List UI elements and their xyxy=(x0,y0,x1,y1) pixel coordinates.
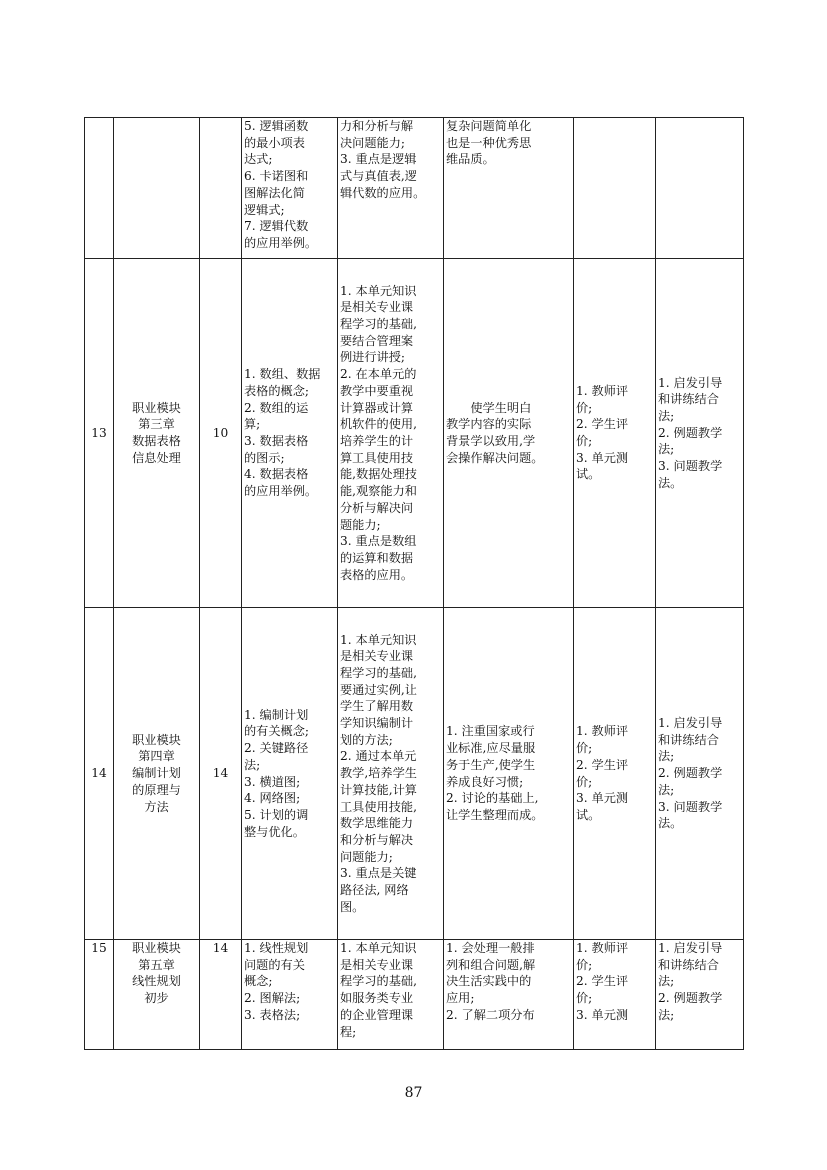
goals-cell xyxy=(444,940,574,1050)
hours-cell: 14 xyxy=(200,608,242,940)
cell-text-line: 概念; xyxy=(244,974,273,989)
cell-text-line: 线性规划 xyxy=(132,974,181,989)
cell-text-line: 3. 数据表格 xyxy=(244,434,309,448)
cell-text-line: 3. 问题教学 xyxy=(658,799,723,814)
cell-text-line: 是相关专业课 xyxy=(340,300,414,315)
cell-text-line: 列和组合问题,解 xyxy=(446,957,536,972)
cell-text-line: 的运算和数据 xyxy=(340,550,414,565)
cell-text-line: 2. 例题教学 xyxy=(658,991,723,1006)
assessment-cell xyxy=(574,608,656,940)
cell-text-line: 的应用举例。 xyxy=(244,235,318,250)
cell-text-line: 问题能力; xyxy=(340,849,393,864)
cell-text-line: 3. 问题教学 xyxy=(658,459,723,474)
cell-text-line: 法; xyxy=(244,757,261,772)
cell-text-line: 2. 讨论的基础上, xyxy=(446,791,539,806)
cell-text-line: 决问题能力; xyxy=(340,135,406,150)
cell-text-line: 程; xyxy=(340,1024,357,1039)
row-number-cell: 13 xyxy=(85,259,114,608)
cell-text-line: 是相关专业课 xyxy=(340,649,414,664)
cell-text-line: 4. 数据表格 xyxy=(244,467,309,482)
goals-cell xyxy=(444,118,574,259)
methods-cell xyxy=(656,118,744,259)
cell-text-line: 价; xyxy=(576,991,593,1006)
cell-text-line: 路径法, 网络 xyxy=(340,883,409,898)
cell-text-line: 4. 网络图; xyxy=(244,791,301,806)
cell-text-line: 题能力; xyxy=(340,517,381,532)
cell-text-line: 2. 在本单元的 xyxy=(340,367,417,382)
cell-text-line: 法; xyxy=(658,408,675,423)
cell-text-line: 1. 注重国家或行 xyxy=(446,724,535,739)
methods-cell xyxy=(656,259,744,608)
cell-text-line: 1. 启发引导 xyxy=(658,716,723,731)
cell-text-line: 法; xyxy=(658,749,675,764)
cell-text-line: 1. 教师评 xyxy=(576,724,629,739)
cell-text-line: 的企业管理课 xyxy=(340,1007,414,1022)
cell-text-line: 2. 学生评 xyxy=(576,757,629,772)
cell-text-line: 复杂问题简单化 xyxy=(446,119,532,133)
cell-text-line: 法; xyxy=(658,442,675,457)
cell-text-line: 让学生整理而成。 xyxy=(446,807,544,822)
cell-text-line: 法。 xyxy=(658,816,683,831)
cell-text-line: 第五章 xyxy=(138,957,175,972)
requirements-cell xyxy=(338,118,444,259)
hours-cell: 10 xyxy=(200,259,242,608)
assessment-cell xyxy=(574,940,656,1050)
cell-text-line: 划的方法; xyxy=(340,732,393,747)
cell-text-line: 职业模块 xyxy=(132,941,181,955)
cell-text-line: 教学中要重视 xyxy=(340,383,414,398)
cell-text-line: 的最小项表 xyxy=(244,135,305,150)
cell-text-line: 养成良好习惯; xyxy=(446,774,524,789)
cell-text-line: 法; xyxy=(658,1007,675,1022)
cell-text-line: 价; xyxy=(576,741,593,756)
hours-cell xyxy=(200,118,242,259)
cell-text-line: 职业模块 xyxy=(132,400,181,415)
cell-text-line: 3. 单元测 xyxy=(576,791,629,806)
cell-text-line: 力和分析与解 xyxy=(340,119,414,133)
cell-text-line: 2. 通过本单元 xyxy=(340,749,417,764)
cell-text-line: 问题的有关 xyxy=(244,957,305,972)
cell-text-line: 教学,培养学生 xyxy=(340,766,417,781)
cell-text-line: 2. 了解二项分布 xyxy=(446,1007,535,1022)
cell-text-line: 试。 xyxy=(576,467,601,482)
table-row xyxy=(85,940,744,1050)
cell-text-line: 学生了解用数 xyxy=(340,699,414,714)
cell-text-line: 决生活实践中的 xyxy=(446,974,532,989)
cell-text-line: 价; xyxy=(576,774,593,789)
content-cell xyxy=(242,118,338,259)
cell-text-line: 1. 本单元知识 xyxy=(340,632,417,647)
requirements-cell xyxy=(338,259,444,608)
cell-text-line: 业标准,应尽量服 xyxy=(446,741,536,756)
cell-text-line: 3. 重点是关键 xyxy=(340,866,417,881)
cell-text-line: 3. 重点是逻辑 xyxy=(340,152,417,167)
cell-text-line: 逻辑式; xyxy=(244,202,285,217)
cell-text-line: 程学习的基础, xyxy=(340,317,417,332)
cell-text-line: 的图示; xyxy=(244,450,285,465)
cell-text-line: 会操作解决问题。 xyxy=(446,450,544,465)
cell-text-line: 机软件的使用, xyxy=(340,417,417,432)
cell-text-line: 2. 例题教学 xyxy=(658,766,723,781)
cell-text-line: 的原理与 xyxy=(132,782,181,797)
cell-text-line: 法; xyxy=(658,782,675,797)
chapter-name-cell xyxy=(114,940,200,1050)
cell-text-line: 整与优化。 xyxy=(244,824,305,839)
cell-text-line: 价; xyxy=(576,434,593,448)
cell-text-line: 1. 本单元知识 xyxy=(340,941,417,955)
cell-text-line: 程学习的基础, xyxy=(340,665,417,680)
cell-text-line: 1. 启发引导 xyxy=(658,941,723,955)
cell-text-line: 信息处理 xyxy=(132,450,181,465)
content-cell xyxy=(242,608,338,940)
cell-text-line: 2. 学生评 xyxy=(576,417,629,432)
cell-text-line: 试。 xyxy=(576,807,601,822)
cell-text-line: 的有关概念; xyxy=(244,724,310,739)
cell-text-line: 计算技能,计算 xyxy=(340,782,417,797)
cell-text-line: 1. 会处理一般排 xyxy=(446,941,535,955)
cell-text-line: 表格的应用。 xyxy=(340,567,414,582)
cell-text-line: 的应用举例。 xyxy=(244,484,318,499)
row-number-cell xyxy=(85,118,114,259)
cell-text-line: 3. 重点是数组 xyxy=(340,534,417,549)
cell-text-line: 6. 卡诺图和 xyxy=(244,169,309,184)
cell-text-line: 1. 启发引导 xyxy=(658,375,723,390)
cell-text-line: 5. 逻辑函数 xyxy=(244,119,309,133)
cell-text-line: 3. 横道图; xyxy=(244,774,301,789)
cell-text-line: 3. 单元测 xyxy=(576,450,629,465)
cell-text-line: 5. 计划的调 xyxy=(244,807,309,822)
cell-text-line: 算工具使用技 xyxy=(340,450,414,465)
cell-text-line: 和讲练结合 xyxy=(658,957,719,972)
content-cell xyxy=(242,259,338,608)
assessment-cell xyxy=(574,259,656,608)
cell-text-line: 表格的概念; xyxy=(244,383,310,398)
cell-text-line: 培养学生的计 xyxy=(340,434,414,448)
cell-text-line: 算; xyxy=(244,417,261,432)
cell-text-line: 分析与解决问 xyxy=(340,500,414,515)
cell-text-line: 1. 数组、数据 xyxy=(244,367,321,382)
assessment-cell xyxy=(574,118,656,259)
cell-text-line: 程学习的基础, xyxy=(340,974,417,989)
row-number-cell: 14 xyxy=(85,608,114,940)
cell-text-line: 是相关专业课 xyxy=(340,957,414,972)
cell-text-line: 3. 表格法; xyxy=(244,1007,301,1022)
cell-text-line: 法; xyxy=(658,974,675,989)
methods-cell xyxy=(656,940,744,1050)
cell-text-line: 务于生产,使学生 xyxy=(446,757,536,772)
cell-text-line: 如服务类专业 xyxy=(340,991,414,1006)
cell-text-line: 应用; xyxy=(446,991,475,1006)
cell-text-line: 要结合管理案 xyxy=(340,333,414,348)
chapter-name-cell xyxy=(114,608,200,940)
cell-text-line: 2. 学生评 xyxy=(576,974,629,989)
hours-cell: 14 xyxy=(200,940,242,1050)
methods-cell xyxy=(656,608,744,940)
cell-text-line: 能,观察能力和 xyxy=(340,484,417,499)
cell-text-line: 编制计划 xyxy=(132,766,181,781)
table-row xyxy=(85,608,744,940)
cell-text-line: 辑代数的应用。 xyxy=(340,185,426,200)
requirements-cell xyxy=(338,940,444,1050)
cell-text-line: 1. 本单元知识 xyxy=(340,283,417,298)
cell-text-line: 例进行讲授; xyxy=(340,350,406,365)
cell-text-line: 价; xyxy=(576,400,593,415)
cell-text-line: 法。 xyxy=(658,475,683,490)
cell-text-line: 2. 图解法; xyxy=(244,991,301,1006)
cell-text-line: 方法 xyxy=(144,799,169,814)
cell-text-line: 职业模块 xyxy=(132,732,181,747)
cell-text-line: 图解法化简 xyxy=(244,185,305,200)
cell-text-line: 要通过实例,让 xyxy=(340,682,417,697)
cell-text-line: 使学生明白 xyxy=(446,400,532,415)
cell-text-line: 1. 线性规划 xyxy=(244,941,309,955)
requirements-cell xyxy=(338,608,444,940)
cell-text-line: 达式; xyxy=(244,152,273,167)
cell-text-line: 数学思维能力 xyxy=(340,816,414,831)
cell-text-line: 背景学以致用,学 xyxy=(446,434,536,448)
cell-text-line: 第四章 xyxy=(138,749,175,764)
cell-text-line: 和讲练结合 xyxy=(658,732,719,747)
cell-text-line: 学知识编制计 xyxy=(340,716,414,731)
cell-text-line: 和讲练结合 xyxy=(658,392,719,407)
cell-text-line: 2. 数组的运 xyxy=(244,400,309,415)
cell-text-line: 能,数据处理技 xyxy=(340,467,417,482)
cell-text-line: 初步 xyxy=(144,991,169,1006)
content-cell xyxy=(242,940,338,1050)
cell-text-line: 数据表格 xyxy=(132,434,181,448)
curriculum-table xyxy=(84,117,744,1050)
cell-text-line: 工具使用技能, xyxy=(340,799,417,814)
chapter-name-cell xyxy=(114,259,200,608)
table-body xyxy=(85,118,744,1050)
cell-text-line: 1. 教师评 xyxy=(576,383,629,398)
goals-cell xyxy=(444,259,574,608)
cell-text-line: 式与真值表,逻 xyxy=(340,169,417,184)
cell-text-line: 第三章 xyxy=(138,417,175,432)
chapter-name-cell xyxy=(114,118,200,259)
cell-text-line: 和分析与解决 xyxy=(340,832,414,847)
cell-text-line: 2. 关键路径 xyxy=(244,741,309,756)
row-number-cell: 15 xyxy=(85,940,114,1050)
cell-text-line: 2. 例题教学 xyxy=(658,425,723,440)
goals-cell xyxy=(444,608,574,940)
cell-text-line: 维品质。 xyxy=(446,152,495,167)
cell-text-line: 价; xyxy=(576,957,593,972)
cell-text-line: 7. 逻辑代数 xyxy=(244,219,309,234)
page-number: 87 xyxy=(404,1085,423,1101)
table-row xyxy=(85,118,744,259)
table-row xyxy=(85,259,744,608)
cell-text-line: 计算器或计算 xyxy=(340,400,414,415)
cell-text-line: 教学内容的实际 xyxy=(446,417,532,432)
cell-text-line: 也是一种优秀思 xyxy=(446,135,532,150)
cell-text-line: 1. 教师评 xyxy=(576,941,629,955)
cell-text-line: 1. 编制计划 xyxy=(244,707,309,722)
cell-text-line: 3. 单元测 xyxy=(576,1007,629,1022)
cell-text-line: 图。 xyxy=(340,899,365,914)
